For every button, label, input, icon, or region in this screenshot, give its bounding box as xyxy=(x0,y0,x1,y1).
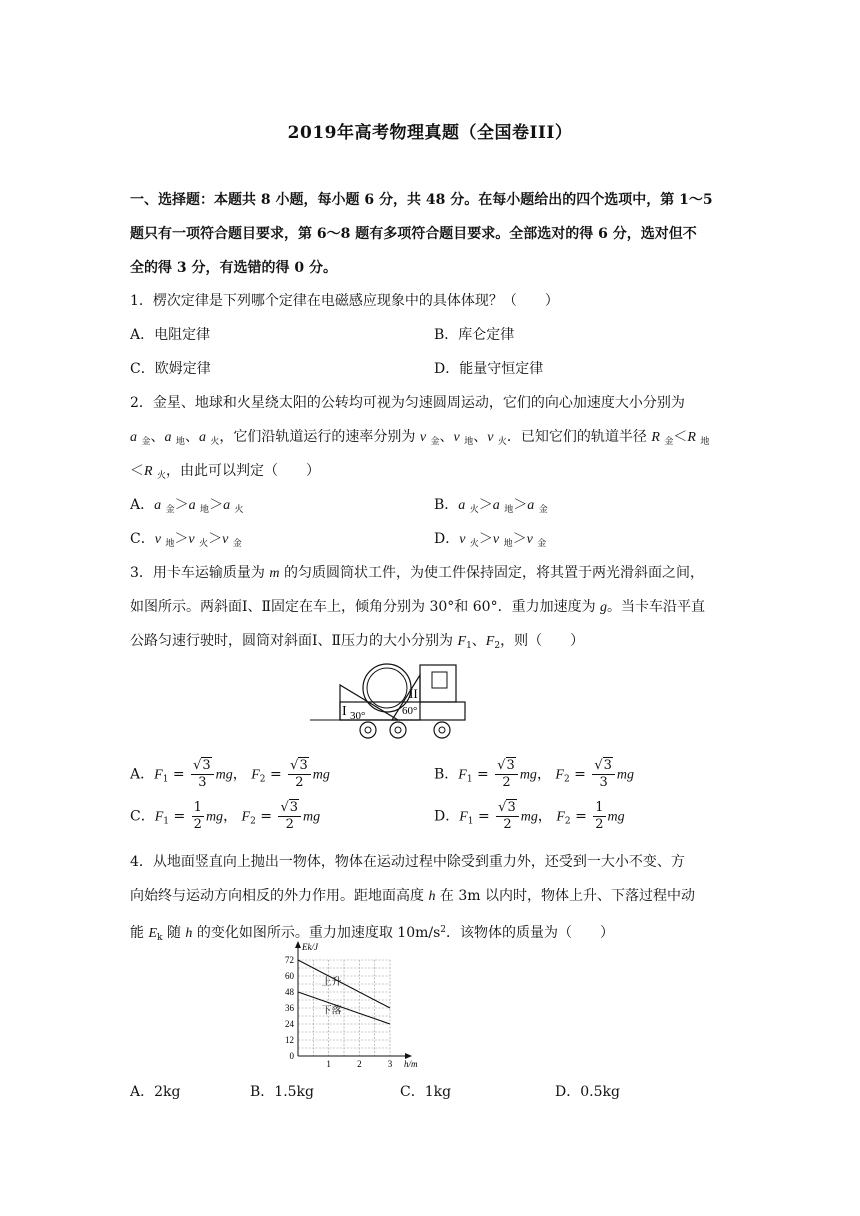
y-tick-label: 24 xyxy=(285,1019,294,1029)
y-tick-label: 36 xyxy=(285,1003,294,1013)
q2-option-b: B．a $_火$＞a $_地$＞a $_金$ xyxy=(434,497,548,515)
x-tick-label: 2 xyxy=(357,1059,362,1069)
chart-labels xyxy=(285,942,418,1069)
y-axis-arrow xyxy=(295,941,301,948)
q4-option-a: A．2kg xyxy=(130,1084,181,1100)
q1-stem: 1．楞次定律是下列哪个定律在电磁感应现象中的具体体现？（ ） xyxy=(130,293,559,309)
q3-option-d: D．$F_1$ = $\frac{√3}{2}$ mg， $F_2$ = $\frac{1}{2}$ mg xyxy=(434,800,625,832)
q2-stem-line1: 2．金星、地球和火星绕太阳的公转均可视为匀速圆周运动，它们的向心加速度大小分别为 xyxy=(130,395,685,411)
label-angle-60: 60° xyxy=(402,705,418,717)
series-label-2: 下落 xyxy=(321,1005,342,1017)
q1-option-a: A．电阻定律 xyxy=(130,327,211,343)
series-label-1: 上升 xyxy=(321,977,342,989)
y-tick-label: 72 xyxy=(285,955,294,965)
q1-option-d: D．能量守恒定律 xyxy=(434,361,544,377)
q2-option-d: D．v $_火$＞v $_地$＞v $_金$ xyxy=(434,531,547,549)
q4-stem-line3: 能 $E_k$ 随 h 的变化如图所示。重力加速度取 $10m/s^2$．该物体的质量为（ ） xyxy=(130,925,615,943)
label-incline-1: I xyxy=(342,704,347,719)
q3-option-a: A．$F_1$ = $\frac{√3}{3}$ mg， $F_2$ = $\frac{√3}{2}$ mg xyxy=(130,758,330,790)
wheel-1 xyxy=(360,722,376,738)
y-axis-label: Ek/J xyxy=(302,942,318,952)
q3-option-b: B．$F_1$ = $\frac{√3}{2}$ mg， $F_2$ = $\frac{√3}{3}$ mg xyxy=(434,758,635,790)
label-angle-30: 30° xyxy=(350,710,366,722)
q3-stem-line3: 公路匀速行驶时，圆筒对斜面Ⅰ、Ⅱ压力的大小分别为 $F_1$、$F_2$，则（ ） xyxy=(130,633,585,651)
cab-window xyxy=(432,672,447,688)
q2-option-c: C．v $_地$＞v $_火$＞v $_金$ xyxy=(130,531,242,549)
ek-h-chart xyxy=(268,940,428,1072)
section-instructions-line1: 一、选择题：本题共 8 小题，每小题 6 分，共 48 分。在每小题给出的四个选项中，第 1～5 xyxy=(130,192,713,208)
q4-option-d: D．0.5kg xyxy=(555,1084,620,1100)
q4-option-c: C．1kg xyxy=(400,1084,452,1100)
page-title: 2019年高考物理真题（全国卷III） xyxy=(287,123,573,143)
q1-option-b: B．库仑定律 xyxy=(434,327,515,343)
truck-cab xyxy=(420,665,456,702)
q1-option-c: C．欧姆定律 xyxy=(130,361,211,377)
q3-stem-line2: 如图所示。两斜面Ⅰ、Ⅱ固定在车上，倾角分别为 30°和 60°．重力加速度为 g。当卡车沿平直 xyxy=(130,599,706,615)
section-instructions-line3: 全的得 3 分，有选错的得 0 分。 xyxy=(130,260,337,276)
x-axis-label: h/m xyxy=(404,1059,418,1069)
q2-option-a: A．a $_金$＞a $_地$＞a $_火$ xyxy=(130,497,244,515)
truck-figure xyxy=(310,660,475,745)
label-incline-2: II xyxy=(409,686,418,701)
q3-stem-line1: 3．用卡车运输质量为 m 的匀质圆筒状工件，为使工件保持固定，将其置于两光滑斜面之间， xyxy=(130,565,704,581)
y-tick-label: 0 xyxy=(289,1051,294,1061)
q3-option-c: C．$F_1$ = $\frac{1}{2}$ mg， $F_2$ = $\frac{√3}{2}$ mg xyxy=(130,800,321,832)
x-tick-label: 1 xyxy=(326,1059,331,1069)
y-tick-label: 12 xyxy=(285,1035,294,1045)
q4-option-b: B．1.5kg xyxy=(250,1084,314,1100)
q4-stem-line2: 向始终与运动方向相反的外力作用。距地面高度 h 在 3m 以内时，物体上升、下落过程中动 xyxy=(130,888,695,904)
wheel-2 xyxy=(390,722,406,738)
x-tick-label: 3 xyxy=(387,1059,393,1069)
q2-stem-line3: ＜R $_火$，由此可以判定（ ） xyxy=(130,463,321,481)
wheel-3 xyxy=(434,722,450,738)
y-tick-label: 48 xyxy=(285,987,294,997)
q4-stem-line1: 4．从地面竖直向上抛出一物体，物体在运动过程中除受到重力外，还受到一大小不变、方 xyxy=(130,854,685,870)
q2-stem-line2: a $_金$、a $_地$、a $_火$，它们沿轨道运行的速率分别为 v $_金$、v $_地$、v $_火$．已知它们的轨道半径 R $_金$＜R $_地$ xyxy=(130,429,710,447)
y-tick-label: 60 xyxy=(285,971,294,981)
section-instructions-line2: 题只有一项符合题目要求，第 6～8 题有多项符合题目要求。全部选对的得 6 分，选对但不 xyxy=(130,226,697,242)
